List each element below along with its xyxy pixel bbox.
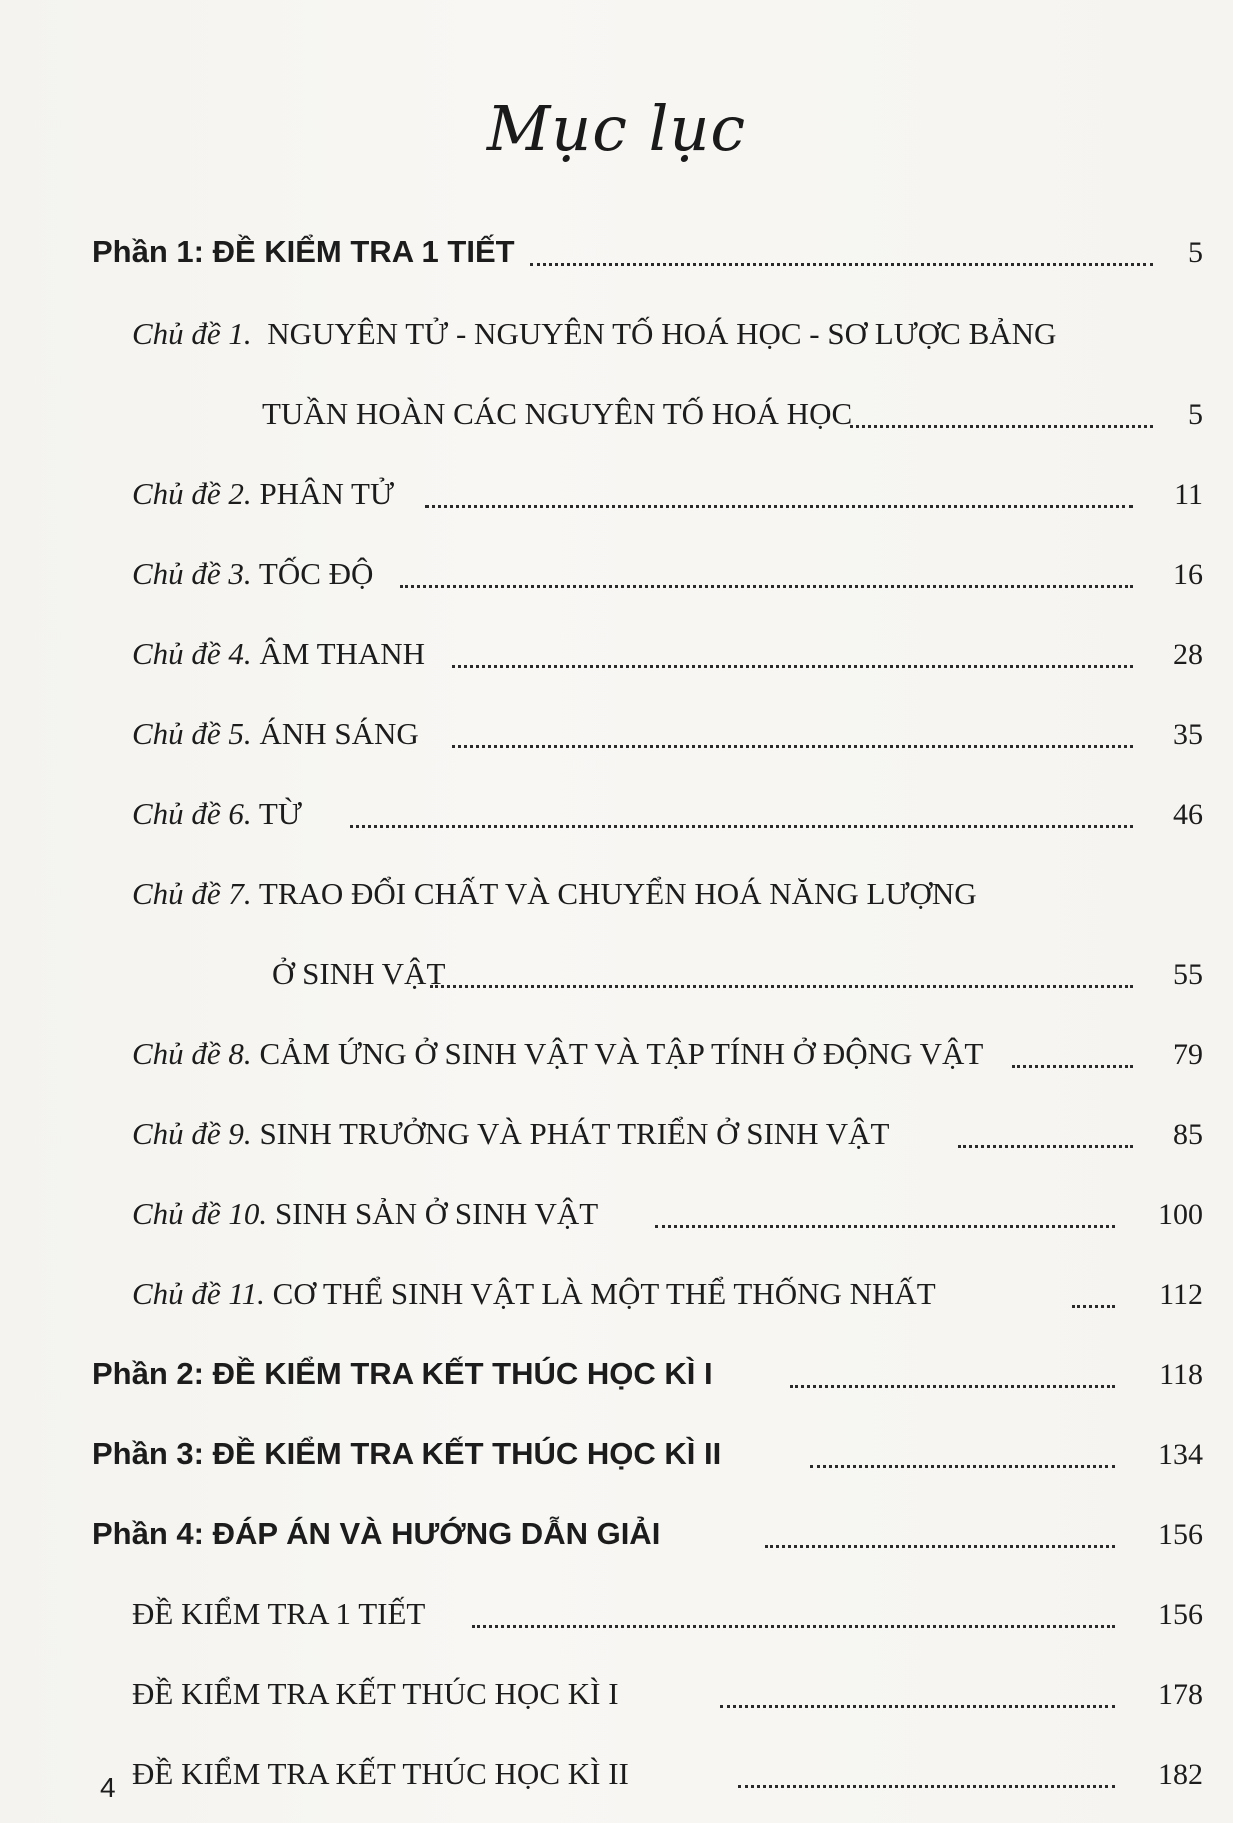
page-ref: 118 (1159, 1358, 1203, 1391)
answer-label: ĐỀ KIỂM TRA 1 TIẾT (132, 1596, 426, 1631)
topic-prefix: Chủ đề 10. (132, 1196, 268, 1231)
leader-dots (765, 1545, 1115, 1548)
toc-part-1[interactable] (0, 218, 1233, 270)
toc-answer-2[interactable] (0, 1660, 1233, 1712)
toc-part-3[interactable] (0, 1420, 1233, 1472)
topic-title: CƠ THỂ SINH VẬT LÀ MỘT THỂ THỐNG NHẤT (272, 1276, 936, 1311)
page-ref: 16 (1173, 558, 1203, 591)
leader-dots (350, 825, 1133, 828)
toc-answer-1[interactable] (0, 1580, 1233, 1632)
page-ref: 5 (1188, 236, 1203, 269)
topic-prefix: Chủ đề 3. (132, 556, 252, 591)
topic-title: ÂM THANH (259, 636, 426, 671)
topic-prefix: Chủ đề 8. (132, 1036, 252, 1071)
page-ref: 85 (1173, 1118, 1203, 1151)
page-ref: 178 (1158, 1678, 1203, 1711)
toc-topic-5[interactable] (0, 700, 1233, 752)
page-ref: 156 (1158, 1598, 1203, 1631)
page-ref: 55 (1173, 958, 1203, 991)
topic-prefix: Chủ đề 7. (132, 876, 252, 911)
toc-topic-9[interactable] (0, 1100, 1233, 1152)
leader-dots (400, 585, 1133, 588)
toc-part-4[interactable] (0, 1500, 1233, 1552)
part-label: Phần 4: ĐÁP ÁN VÀ HƯỚNG DẪN GIẢI (92, 1516, 661, 1551)
toc-topic-1[interactable] (0, 300, 1233, 352)
topic-title: ÁNH SÁNG (259, 716, 419, 751)
page-ref: 79 (1173, 1038, 1203, 1071)
part-label: Phần 1: ĐỀ KIỂM TRA 1 TIẾT (92, 234, 515, 269)
topic-prefix: Chủ đề 11. (132, 1276, 265, 1311)
answer-label: ĐỀ KIỂM TRA KẾT THÚC HỌC KÌ II (132, 1756, 629, 1791)
leader-dots (472, 1625, 1115, 1628)
leader-dots (655, 1225, 1115, 1228)
page-ref: 28 (1173, 638, 1203, 671)
toc-answer-3[interactable] (0, 1740, 1233, 1792)
leader-dots (530, 263, 1153, 266)
leader-dots (738, 1785, 1115, 1788)
topic-title: TỐC ĐỘ (258, 556, 374, 591)
leader-dots (425, 505, 1133, 508)
page-title: Mục lục (486, 92, 747, 165)
toc-topic-8[interactable] (0, 1020, 1233, 1072)
topic-prefix: Chủ đề 4. (132, 636, 252, 671)
topic-title: SINH SẢN Ở SINH VẬT (274, 1196, 599, 1231)
toc-topic-10[interactable] (0, 1180, 1233, 1232)
leader-dots (958, 1145, 1133, 1148)
leader-dots (720, 1705, 1115, 1708)
toc-topic-6[interactable] (0, 780, 1233, 832)
page-number: 4 (100, 1772, 116, 1803)
topic-title: TRAO ĐỔI CHẤT VÀ CHUYỂN HOÁ NĂNG LƯỢNG (258, 876, 977, 911)
toc-topic-7-cont[interactable] (0, 940, 1233, 992)
page-ref: 100 (1158, 1198, 1203, 1231)
topic-title: SINH TRƯỞNG VÀ PHÁT TRIỂN Ở SINH VẬT (259, 1116, 890, 1151)
topic-prefix: Chủ đề 9. (132, 1116, 252, 1151)
toc-topic-1-cont[interactable] (0, 380, 1233, 432)
page-ref: 46 (1173, 798, 1203, 831)
answer-label: ĐỀ KIỂM TRA KẾT THÚC HỌC KÌ I (132, 1676, 619, 1711)
leader-dots (1072, 1305, 1115, 1308)
leader-dots (452, 745, 1133, 748)
toc-topic-7[interactable] (0, 860, 1233, 912)
toc-topic-4[interactable] (0, 620, 1233, 672)
leader-dots (452, 665, 1133, 668)
topic-title: PHÂN TỬ (259, 476, 395, 511)
topic-title: NGUYÊN TỬ - NGUYÊN TỐ HOÁ HỌC - SƠ LƯỢC BẢNG (267, 316, 1057, 351)
page-ref: 156 (1158, 1518, 1203, 1551)
toc-part-2[interactable] (0, 1340, 1233, 1392)
page-ref: 182 (1158, 1758, 1203, 1791)
leader-dots (430, 985, 1133, 988)
topic-title-cont: TUẦN HOÀN CÁC NGUYÊN TỐ HOÁ HỌC (262, 396, 853, 431)
part-label: Phần 3: ĐỀ KIỂM TRA KẾT THÚC HỌC KÌ II (92, 1436, 722, 1471)
topic-prefix: Chủ đề 1. (132, 316, 252, 351)
page-ref: 5 (1188, 398, 1203, 431)
topic-title: TỪ (258, 796, 302, 831)
topic-title: CẢM ỨNG Ở SINH VẬT VÀ TẬP TÍNH Ở ĐỘNG VẬT (259, 1036, 984, 1071)
topic-title-cont: Ở SINH VẬT (272, 956, 446, 991)
page-ref: 112 (1159, 1278, 1203, 1311)
leader-dots (790, 1385, 1115, 1388)
page-ref: 11 (1174, 478, 1203, 511)
toc-topic-3[interactable] (0, 540, 1233, 592)
topic-prefix: Chủ đề 5. (132, 716, 252, 751)
leader-dots (1012, 1065, 1133, 1068)
topic-prefix: Chủ đề 2. (132, 476, 252, 511)
leader-dots (850, 425, 1153, 428)
toc-topic-11[interactable] (0, 1260, 1233, 1312)
topic-prefix: Chủ đề 6. (132, 796, 252, 831)
part-label: Phần 2: ĐỀ KIỂM TRA KẾT THÚC HỌC KÌ I (92, 1356, 713, 1391)
page-ref: 134 (1158, 1438, 1203, 1471)
toc-topic-2[interactable] (0, 460, 1233, 512)
page-ref: 35 (1173, 718, 1203, 751)
leader-dots (810, 1465, 1115, 1468)
